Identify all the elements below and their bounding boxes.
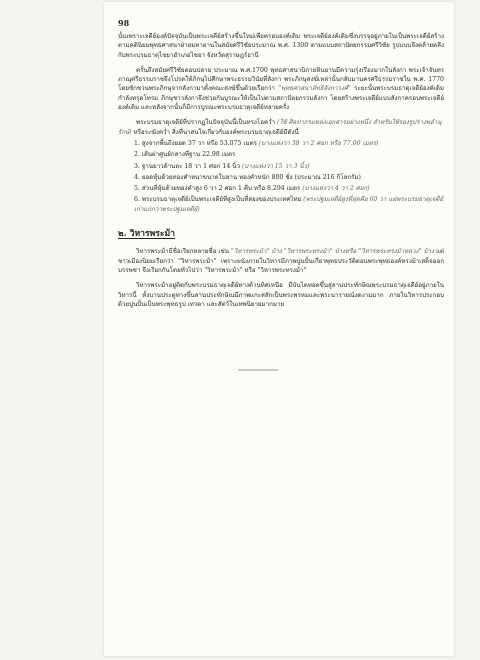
paragraph-2-text: ครั้นถึงสมัยศรีวิชัยตอนปลาย ประมาณ พ.ศ.1700 พุทธศาสนานิกายหินยานมีความรุ่งเรืองมากในลังกา พระเจ้าจันทรภาณุศรีธรรมราชจึงโปรดให้ภิกษุไปศึกษาพระธรรมวินัยที่ลังกา พระภิกษุสงฆ์เหล่านั้นกลับมานครศรีธรรมราชใน พ.ศ. 1770 โดยชักชวนพระภิกษุจากลังกามาตั้งคณะสงฆ์ขึ้นด้วยเรียกว่า xyxy=(118,66,444,93)
list-item-number: 4. xyxy=(134,173,140,181)
list-item-number: 6. xyxy=(134,196,140,204)
paragraph-2 xyxy=(118,66,444,112)
section-paragraph-1-head: วิหารพระม้ามีชื่อเรียกหลายชื่อ เช่น xyxy=(136,248,229,256)
list-item xyxy=(134,162,444,171)
paragraph-2-tail: ระยะนั้นพระบรมธาตุเจดีย์องค์เดิมกำลังทรุดโทรม ภิกษุชาวลังกาจึงช่วยกันบูรณะให้เป็นไปตามสถาปัตยกรรมลังกา โดยสร้างพระเจดีย์แบบลังกาครอบพระเจดีย์องค์เดิม และหลังจากนั้นก็มีการบูรณะพระบรมธาตุเจดีย์หลายครั้ง xyxy=(118,85,444,112)
list-item-note: (พระปฐมเจดีย์สูงที่สุดคือ 60 วา แต่พระบรมธาตุเจดีย์เก่าแก่กว่าพระปฐมเจดีย์) xyxy=(134,196,444,213)
section-paragraph-1-names: "วิหารพระม้า" บ้าง "วิหารพระทรงม้า" บ้างหรือ "วิหารพระทรงม้าหลวง" บ้าง xyxy=(231,248,434,256)
list-item xyxy=(134,184,444,193)
page-body xyxy=(118,32,444,315)
paragraph-3-intro: พระบรมธาตุเจดีย์ที่ปรากฏในปัจจุบันนี้เป็นทรงโอคว่ำ xyxy=(136,119,276,127)
list-item-text: ส่วนที่หุ้มด้วยทองคำสูง 6 วา 2 ศอก 1 คืบ หรือ 8.294 เมตร xyxy=(141,185,301,193)
list-item xyxy=(134,150,444,159)
list-item-note: (บางแห่งว่า 15 วา 3 นิ้ว) xyxy=(241,162,310,170)
list-item-number: 2. xyxy=(134,151,140,159)
list-item-text: ยอดหุ้มด้วยทองคำหนาขนาดใบลาน ทองคำหนัก 800 ชั่ง (ประมาณ 216 กิโลกรัม) xyxy=(141,173,361,181)
list-item-text: พระบรมธาตุเจดีย์เป็นพระเจดีย์ที่สูงเป็นที่สองของประเทศไทย xyxy=(141,196,302,204)
list-item-note: (บางแห่งว่า 4 วา 2 ศอก) xyxy=(302,185,370,193)
section-paragraph-1 xyxy=(118,247,444,275)
paragraph-1 xyxy=(118,32,444,60)
section-heading: ๒. วิหารพระม้า xyxy=(118,229,175,240)
list-item-note: (บางแห่งว่า 38 วา 2 ศอก หรือ 77.00 เมตร) xyxy=(258,139,379,147)
list-item-number: 3. xyxy=(134,162,140,170)
document-page xyxy=(104,2,454,656)
section-paragraph-1-tail: แต่ชาวเมืองนิยมเรียกว่า "วิหารพระม้า" เพราะผนังภายในวิหารมีภาพปูนปั้นเกี่ยวพุทธประวัติตอนพระพุทธองค์ทรงม้าเสด็จออกบรรพชา จึงเรียกกันโดยทั่วไปว่า "วิหารพระม้า" หรือ "วิหารพระทรงม้า" xyxy=(118,248,445,274)
list-item-number: 1. xyxy=(134,139,140,147)
page-number: 98 xyxy=(118,18,130,28)
list-item-text: เส้นผ่าศูนย์กลางที่ฐาน 22.98 เมตร xyxy=(141,151,236,159)
paragraph-3-tail: หรือระฆังคว่ำ สิ่งที่น่าสนใจเกี่ยวกับองค์พระบรมธาตุเจดีย์มีดังนี้ xyxy=(133,128,299,136)
paragraph-3 xyxy=(118,118,444,137)
list-item xyxy=(134,139,444,148)
paragraph-3-note: (ใช้ ศิลปากรแหล่งเอกสารอย่างหนึ่ง สำหรับใช้รองรูปร่างพลำนุรักษ์) xyxy=(118,119,442,136)
list-item-number: 5. xyxy=(134,185,140,193)
list-item xyxy=(134,195,444,214)
paragraph-1-text: นั้นเพราะเจดีย์องค์ปัจจุบันเป็นพระเจดีย์สร้างขึ้นใหม่เพื่อครอบองค์เดิม พระเจดีย์องค์เดิมซึ่งบรรจุอยู่ภายในเป็นพระเจดีย์สร้างตามคตินิยมพุทธศาสนาฝ่ายมหายานในสมัยศรีวิชัยประมาณ พ.ศ. 1300 ตามแบบสถาปัตยกรรมศรีวิชัย รูปแบบจึงคล้ายคลึงกับพระบรมธาตุไชยาอำเภอไชยา จังหวัดสุราษฎร์ธานี xyxy=(118,33,444,59)
facts-list xyxy=(118,139,444,214)
handwritten-underline xyxy=(238,369,278,371)
list-item-text: สูงจากพื้นถึงยอด 37 วา หรือ 53.075 เมตร xyxy=(141,139,257,147)
paragraph-2-quote: "พุทธศาสนาลัทธิลังกาวงศ์" xyxy=(278,85,351,93)
section-paragraph-2-text: วิหารพระม้าอยู่ติดกับพระบรมธาตุเจดีย์ทางด้านทิศเหนือ มีบันไดทอดขึ้นสู่ลานประทักษิณพระบรมธาตุเจดีย์อยู่ภายในวิหารนี้ ทั้งบานประตูทางขึ้นลานประทักษิณมีภาพแกะสลักเป็นพระพรหมและพระนารายณ์งดงามมาก ภายในวิหารประกอบด้วยปูนปั้นเป็นพระพุทธรูป เทวดา และสัตว์ในเทพนิยายมากมาย xyxy=(118,282,444,308)
list-item xyxy=(134,173,444,182)
list-item-text: ฐานยาวด้านละ 18 วา 1 ศอก 14 นิ้ว xyxy=(141,162,240,170)
section-paragraph-2 xyxy=(118,281,444,309)
